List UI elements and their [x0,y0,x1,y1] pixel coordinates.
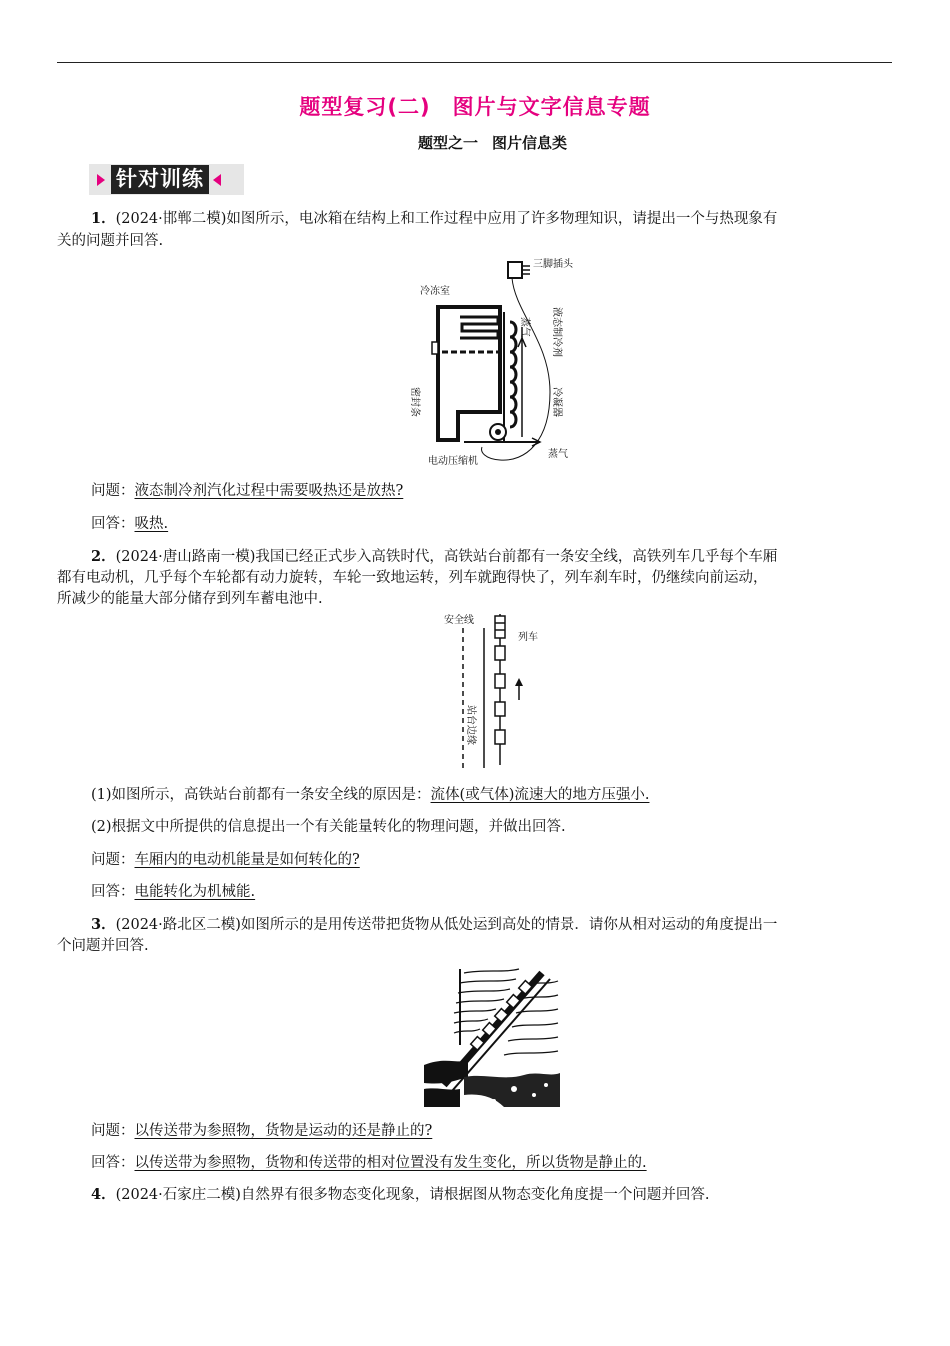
q2-question: 问题：车厢内的电动机能量是如何转化的? [91,852,360,868]
right-triangle-icon [97,174,105,186]
q2-text-line2: 都有电动机，几乎每个车轮都有动力旋转，车轮一致地运转，列车就跑得快了，列车刹车时，仍继续向前运动， [57,570,768,586]
q3-answer: 回答：以传送带为参照物，货物和传送带的相对位置没有发生变化，所以货物是静止的. [91,1155,647,1171]
q2-text-line3: 所减少的能量大部分储存到列车蓄电池中. [57,591,323,607]
page-title: 题型复习(二) 图片与文字信息专题 [299,95,651,119]
q2-text-line1: 2．(2024·唐山路南一模)我国已经正式步入高铁时代，高铁站台前都有一条安全线，高铁列车几乎每个车厢 [91,548,778,565]
q4-text-line1: 4．(2024·石家庄二模)自然界有很多物态变化现象，请根据图从物态变化角度提一个问题并回答. [91,1186,710,1203]
conveyor-belt-photo [424,965,560,1107]
q3-text-line2: 个问题并回答. [57,938,149,954]
q1-answer: 回答：吸热. [91,516,169,532]
seal-label: 密封条 [409,387,420,417]
q1-question: 问题：液态制冷剂汽化过程中需要吸热还是放热? [91,483,404,499]
q2-sub2: (2)根据文中所提供的信息提出一个有关能量转化的物理问题，并做出回答. [91,819,566,835]
refrigerator-figure [400,252,590,467]
vapor-top-label: 蒸气 [519,317,530,337]
q1-text-line1: 1．(2024·邯郸二模)如图所示，电冰箱在结构上和工作过程中应用了许多物理知识，请提出一个与热现象有 [91,210,778,227]
train-platform-figure [438,610,558,770]
safety-line-label: 安全线 [444,615,474,626]
condenser-label: 冷凝器 [551,387,562,417]
q3-text-line1: 3．(2024·路北区二模)如图所示的是用传送带把货物从低处运到高处的情景．请你从相对运动的角度提出一 [91,916,778,933]
q1-text-line2: 关的问题并回答. [57,233,164,249]
section-banner [89,164,244,195]
train-label: 列车 [518,632,538,643]
header-rule [57,62,892,63]
compressor-label: 电动压缩机 [428,456,478,467]
banner-label: 针对训练 [111,165,209,194]
platform-edge-label: 站台边缘 [465,705,476,745]
left-triangle-icon [213,174,221,186]
liquid-refrigerant-label: 液态制冷剂 [551,307,562,357]
q2-answer: 回答：电能转化为机械能. [91,884,256,900]
plug-label: 三脚插头 [533,259,573,270]
q3-question: 问题：以传送带为参照物，货物是运动的还是静止的? [91,1123,433,1139]
freezer-label: 冷冻室 [420,286,450,297]
vapor-bottom-label: 蒸气 [548,449,568,460]
q2-sub1: (1)如图所示，高铁站台前都有一条安全线的原因是：流体(或气体)流速大的地方压强小. [91,787,650,803]
section-subtitle: 题型之一 图片信息类 [417,134,568,152]
